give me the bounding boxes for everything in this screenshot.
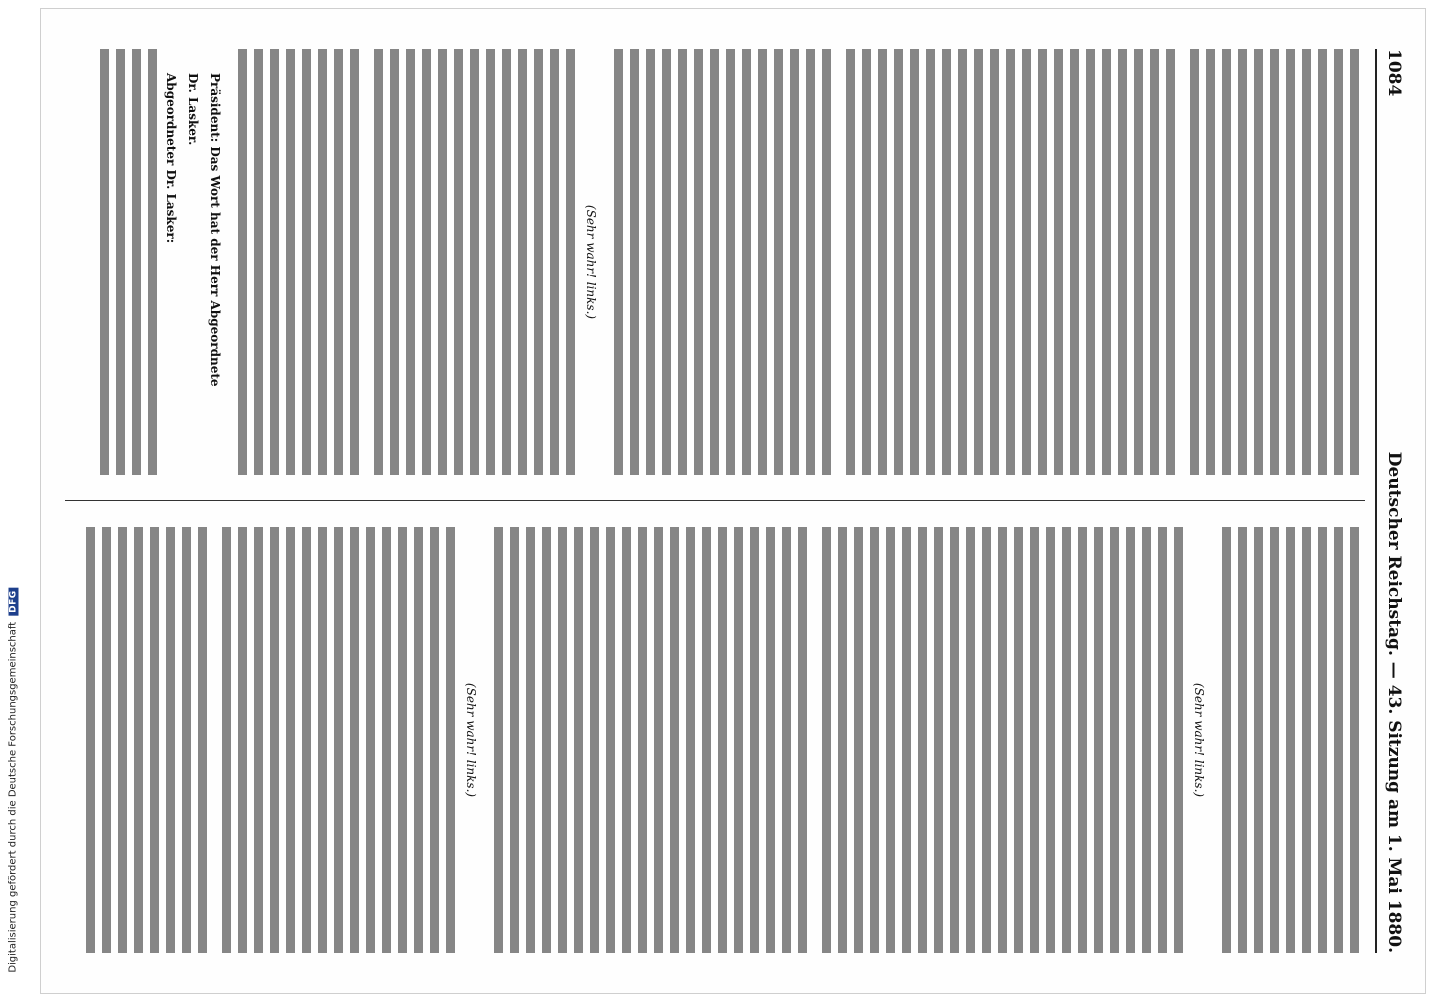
left-column (69, 49, 1359, 475)
column-divider (65, 500, 1365, 501)
page-scan (40, 8, 1426, 994)
page-title: Deutscher Reichstag. — 43. Sitzung am 1. Mai 1880. (1384, 451, 1404, 953)
paragraph (839, 49, 1175, 475)
interjection: (Sehr wahr! links.) (584, 204, 598, 320)
interjection: (Sehr wahr! links.) (1192, 682, 1206, 798)
speaker-intro: Abgeordneter Dr. Lasker: (164, 73, 178, 244)
paragraph (1183, 49, 1359, 475)
document-page (41, 9, 1425, 993)
right-column (69, 527, 1359, 953)
paragraph (79, 527, 207, 953)
dfg-logo: DFG (8, 587, 18, 616)
speaker-name: Dr. Lasker. (186, 73, 200, 146)
paragraph (215, 527, 455, 953)
page-number: 1084 (1384, 49, 1404, 97)
paragraph (367, 49, 575, 475)
interjection: (Sehr wahr! links.) (464, 682, 478, 798)
paragraph (93, 49, 157, 475)
credit-text: Digitalisierung gefördert durch die Deutsche Forschungsgemeinschaft (7, 621, 19, 973)
paragraph (1215, 527, 1359, 953)
paragraph (815, 527, 1183, 953)
president-line: Präsident: Das Wort hat der Herr Abgeordnete (208, 73, 222, 387)
paragraph (487, 527, 807, 953)
page-header (1375, 49, 1411, 953)
digitization-credit (0, 0, 26, 1000)
paragraph (607, 49, 831, 475)
paragraph (231, 49, 359, 475)
